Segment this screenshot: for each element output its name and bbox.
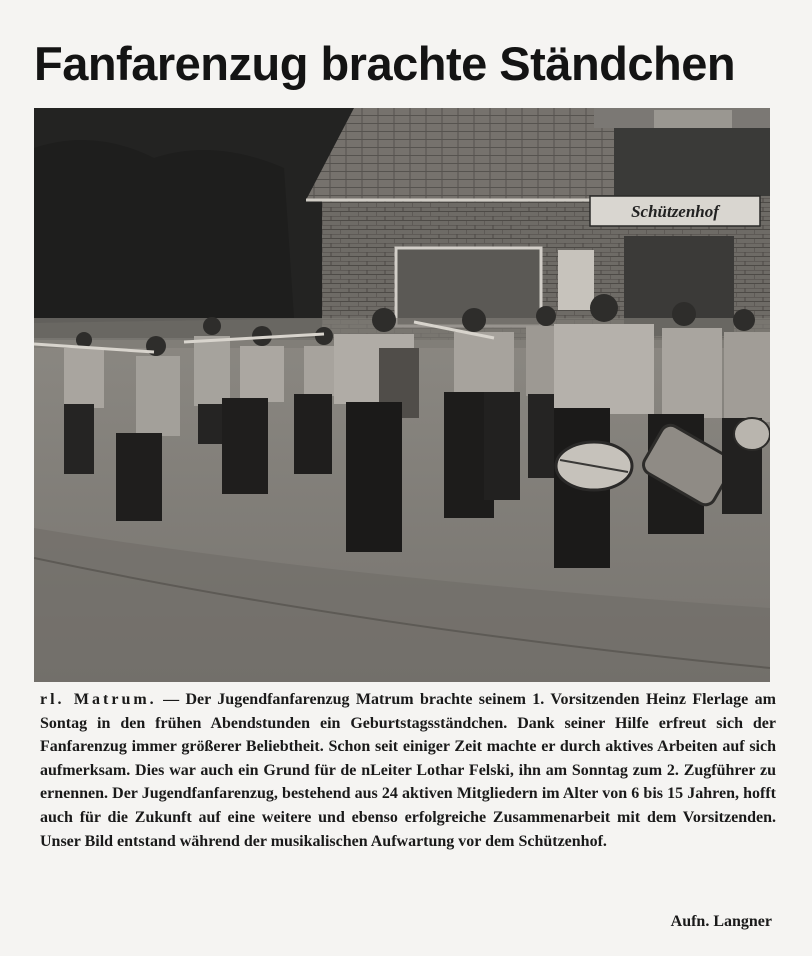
photo-sign-text: Schützenhof [631,202,719,221]
article-text: — Der Jugendfanfarenzug Matrum brachte seinem 1. Vorsitzenden Heinz Flerlage am Sontag in den frühen Abendstunden ein Geburtstagsständchen. Dank seiner Hilfe erfreut sich der Fanfarenzug immer größerer Beliebtheit. Schon seit einiger Zeit machte er durch aktives Arbeiten auf sich aufmerksam. Dies war auch ein Grund für de nLeiter Lothar Felski, ihn am Sonntag zum 2. Zugführer zu ernennen. Der Jugendfanfarenzug, bestehend aus 24 aktiven Mitgliedern im Alter von 6 bis 15 Jahren, hofft auch für die Zukunft auf eine weitere und ebenso erfolgreiche Zusammenarbeit mit dem Vorsitzenden. Unser Bild entstand während der musikalischen Aufwartung vor dem Schützenhof. [40,691,776,850]
article-body [40,688,776,853]
photo-credit: Aufn. Langner [670,913,772,930]
article-dateline: rl. Matrum. [40,691,157,708]
photo-marching-band [34,108,770,682]
headline: Fanfarenzug brachte Ständchen [34,37,736,90]
